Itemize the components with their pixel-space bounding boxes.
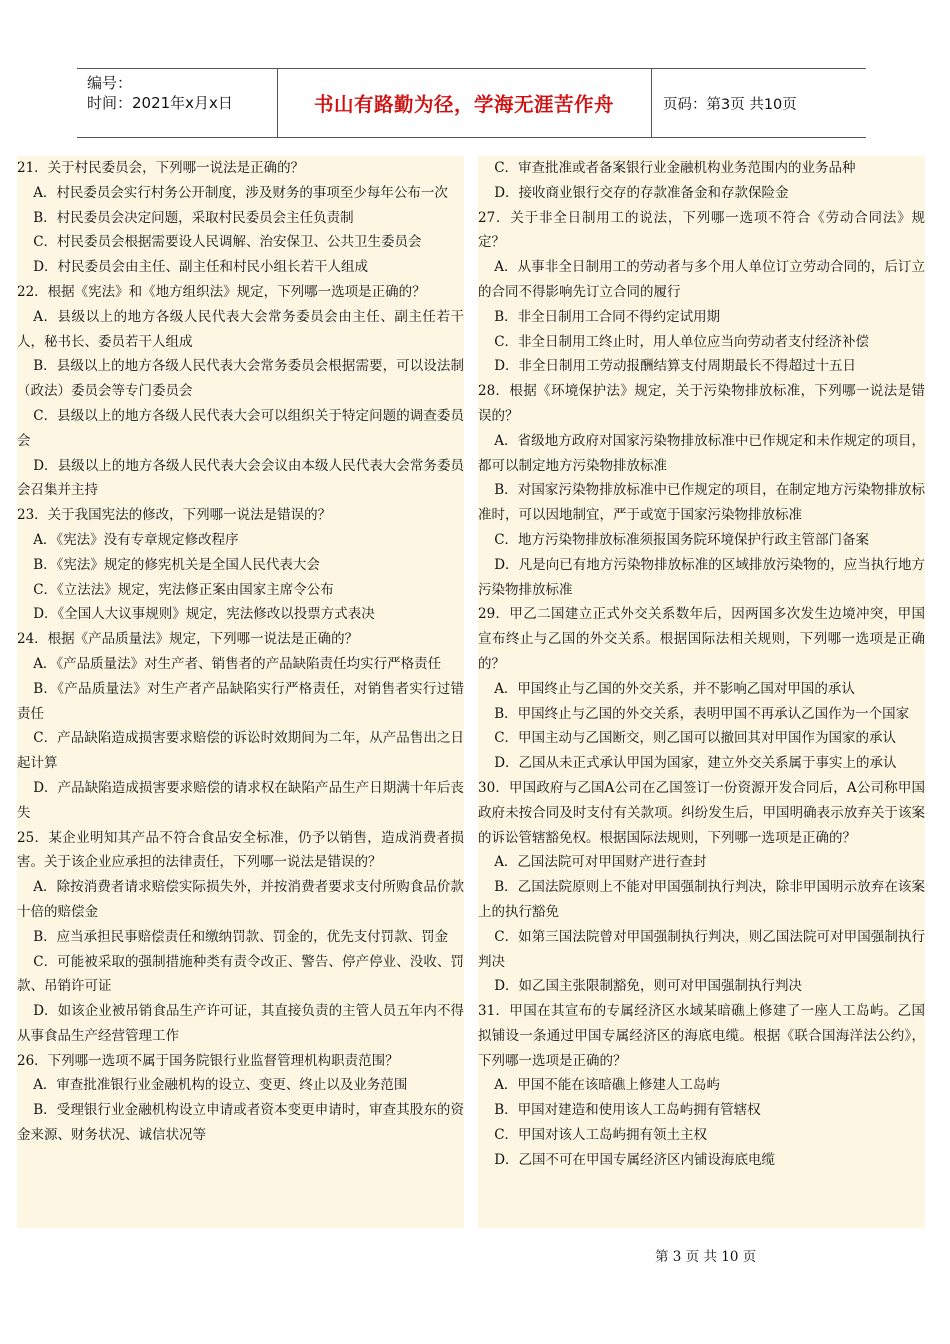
answer-option: D．如乙国主张限制豁免，则可对甲国强制执行判决: [494, 978, 803, 995]
answer-option: B．受理银行业金融机构设立申请或者资本变更申请时，审查其股东的资金来源、财务状况、诚信状况等: [17, 1102, 464, 1144]
time-label: 时间：2021年x月x日: [87, 94, 233, 112]
answer-option: B．应当承担民事赔偿责任和缴纳罚款、罚金的，优先支付罚款、罚金: [33, 928, 449, 945]
right-column: [478, 156, 925, 1228]
answer-option: D．接收商业银行交存的存款准备金和存款保险金: [494, 184, 789, 201]
answer-option: D．村民委员会由主任、副主任和村民小组长若干人组成: [33, 259, 369, 276]
answer-option: C．产品缺陷造成损害要求赔偿的诉讼时效期间为二年，从产品售出之日起计算: [17, 730, 464, 772]
code-label: 编号：: [87, 74, 133, 92]
answer-option: B．甲国对建造和使用该人工岛屿拥有管辖权: [494, 1102, 761, 1119]
answer-option: C．可能被采取的强制措施种类有责令改正、警告、停产停业、没收、罚款、吊销许可证: [17, 953, 464, 995]
answer-option: B．村民委员会决定问题，采取村民委员会主任负责制: [33, 209, 354, 226]
header-divider: [651, 69, 652, 137]
answer-option: B．《宪法》规定的修宪机关是全国人民代表大会: [33, 556, 320, 573]
answer-option: C．地方污染物排放标准须报国务院环境保护行政主管部门备案: [494, 531, 870, 548]
answer-option: C．甲国主动与乙国断交，则乙国可以撤回其对甲国作为国家的承认: [494, 730, 897, 747]
answer-option: A．除按消费者请求赔偿实际损失外，并按消费者要求支付所购食品价款十倍的赔偿金: [17, 879, 464, 920]
answer-option: A．省级地方政府对国家污染物排放标准中已作规定和未作规定的项目，都可以制定地方污染物排放标准: [478, 432, 925, 474]
question-stem: 30．甲国政府与乙国A公司在乙国签订一份资源开发合同后，A公司称甲国政府未按合同及时支付有关款项。纠纷发生后，甲国明确表示放弃关于该案的诉讼管辖豁免权。根据国际法规则，下列哪一选项是正确的？: [478, 779, 925, 846]
answer-option: A．《产品质量法》对生产者、销售者的产品缺陷责任均实行严格责任: [33, 655, 442, 672]
question-stem: 24．根据《产品质量法》规定，下列哪一说法是正确的？: [17, 631, 359, 648]
answer-option: A．审查批准银行业金融机构的设立、变更、终止以及业务范围: [33, 1077, 408, 1094]
header-motto: 书山有路勤为径，学海无涯苦作舟: [313, 93, 614, 116]
question-stem: 21．关于村民委员会，下列哪一说法是正确的？: [17, 160, 305, 176]
question-stem: 23．关于我国宪法的修改，下列哪一说法是错误的？: [17, 507, 332, 524]
header-meta: [87, 73, 233, 113]
answer-option: A．《宪法》没有专章规定修改程序: [33, 531, 239, 548]
answer-option: D．凡是向已有地方污染物排放标准的区域排放污染物的，应当执行地方污染物排放标准: [478, 556, 925, 598]
answer-option: A．村民委员会实行村务公开制度，涉及财务的事项至少每年公布一次: [33, 184, 448, 201]
answer-option: C．甲国对该人工岛屿拥有领土主权: [494, 1127, 708, 1144]
answer-option: A．从事非全日制用工的劳动者与多个用人单位订立劳动合同的，后订立的合同不得影响先订立合同的履行: [478, 259, 925, 300]
question-stem: 31．甲国在其宣布的专属经济区水域某暗礁上修建了一座人工岛屿。乙国拟铺设一条通过甲国专属经济区的海底电缆。根据《联合国海洋法公约》，下列哪一选项是正确的？: [478, 1003, 925, 1069]
question-stem: 25．某企业明知其产品不符合食品安全标准，仍予以销售，造成消费者损害。关于该企业应承担的法律责任，下列哪一说法是错误的？: [17, 829, 464, 871]
answer-option: C．如第三国法院曾对甲国强制执行判决，则乙国法院可对甲国强制执行判决: [478, 928, 925, 970]
answer-option: C．非全日制用工终止时，用人单位应当向劳动者支付经济补偿: [494, 333, 870, 350]
answer-option: B．县级以上的地方各级人民代表大会常务委员会根据需要，可以设法制（政法）委员会等专门委员会: [17, 358, 464, 400]
page-header: [77, 68, 866, 138]
answer-option: D．乙国从未正式承认甲国为国家，建立外交关系属于事实上的承认: [494, 755, 897, 772]
answer-option: A．甲国终止与乙国的外交关系，并不影响乙国对甲国的承认: [494, 680, 855, 697]
answer-option: C．《立法法》规定，宪法修正案由国家主席令公布: [33, 581, 334, 598]
question-stem: 28．根据《环境保护法》规定，关于污染物排放标准，下列哪一说法是错误的？: [478, 383, 925, 424]
answer-option: D．如该企业被吊销食品生产许可证，其直接负责的主管人员五年内不得从事食品生产经营管理工作: [17, 1003, 464, 1044]
question-stem: 22．根据《宪法》和《地方组织法》规定，下列哪一选项是正确的？: [17, 283, 426, 300]
answer-option: B．非全日制用工合同不得约定试用期: [494, 308, 721, 325]
left-column: [17, 156, 464, 1228]
answer-option: A．甲国不能在该暗礁上修建人工岛屿: [494, 1077, 720, 1094]
answer-option: D．非全日制用工劳动报酬结算支付周期最长不得超过十五日: [494, 358, 857, 375]
answer-option: D．《全国人大议事规则》规定，宪法修改以投票方式表决: [33, 606, 375, 623]
answer-option: D．产品缺陷造成损害要求赔偿的请求权在缺陷产品生产日期满十年后丧失: [17, 779, 464, 821]
answer-option: B．甲国终止与乙国的外交关系，表明甲国不再承认乙国作为一个国家: [494, 705, 910, 722]
answer-option: D．县级以上的地方各级人民代表大会会议由本级人民代表大会常务委员会召集并主持: [17, 457, 464, 499]
answer-option: B．对国家污染物排放标准中已作规定的项目，在制定地方污染物排放标准时，可以因地制宜，严于或宽于国家污染物排放标准: [478, 482, 925, 524]
answer-option: C．审查批准或者备案银行业金融机构业务范围内的业务品种: [494, 160, 856, 176]
answer-option: C．县级以上的地方各级人民代表大会可以组织关于特定问题的调查委员会: [17, 407, 464, 449]
answer-option: A．县级以上的地方各级人民代表大会常务委员会由主任、副主任若干人，秘书长、委员若干人组成: [17, 308, 464, 350]
answer-option: B．乙国法院原则上不能对甲国强制执行判决，除非甲国明示放弃在该案上的执行豁免: [478, 879, 925, 920]
answer-option: D．乙国不可在甲国专属经济区内铺设海底电缆: [494, 1151, 776, 1168]
page-indicator: 页码：第3页 共10页: [663, 96, 797, 113]
answer-option: C．村民委员会根据需要设人民调解、治安保卫、公共卫生委员会: [33, 234, 422, 251]
question-stem: 27．关于非全日制用工的说法，下列哪一选项不符合《劳动合同法》规定？: [478, 209, 925, 251]
question-stem: 29．甲乙二国建立正式外交关系数年后，因两国多次发生边境冲突，甲国宣布终止与乙国的外交关系。根据国际法相关规则，下列哪一选项是正确的？: [478, 606, 925, 672]
question-stem: 26．下列哪一选项不属于国务院银行业监督管理机构职责范围？: [17, 1052, 399, 1069]
footer-page-number: 第 3 页 共 10 页: [655, 1249, 757, 1265]
answer-option: B．《产品质量法》对生产者产品缺陷实行严格责任，对销售者实行过错责任: [17, 680, 464, 722]
answer-option: A．乙国法院可对甲国财产进行查封: [494, 854, 707, 871]
